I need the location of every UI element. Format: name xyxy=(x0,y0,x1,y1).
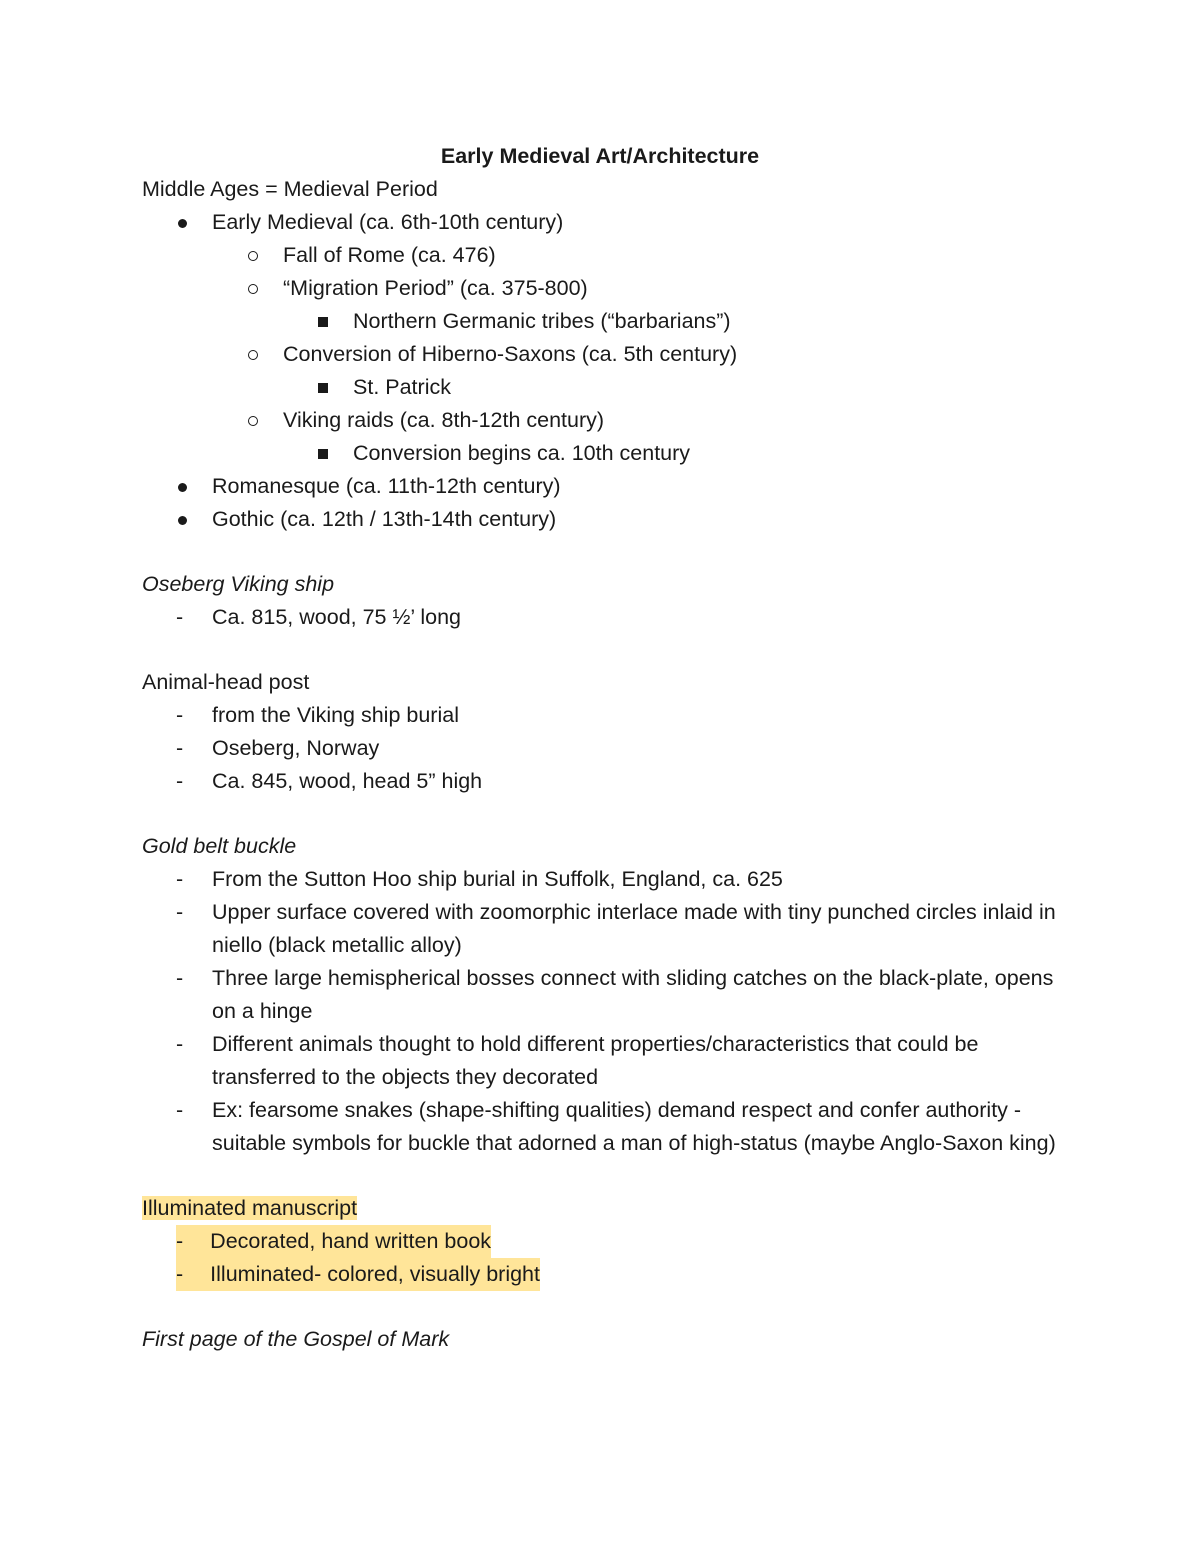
spacer xyxy=(142,634,1062,666)
section-heading-gospel: First page of the Gospel of Mark xyxy=(142,1327,450,1351)
list-item: - Different animals thought to hold different properties/characteristics that could be transferred to the objects they decorated xyxy=(142,1028,1062,1094)
dash-bullet: - xyxy=(176,736,184,760)
list-item: - from the Viking ship burial xyxy=(142,699,1062,732)
spacer xyxy=(142,798,1062,830)
highlighted-heading: Illuminated manuscript xyxy=(142,1196,358,1220)
dash-bullet: - xyxy=(176,1229,184,1253)
list-item: - Oseberg, Norway xyxy=(142,732,1062,765)
list-item: Romanesque (ca. 11th-12th century) xyxy=(142,470,1062,503)
dash-bullet: - xyxy=(176,1032,184,1056)
square-bullet-icon xyxy=(318,437,328,470)
circle-bullet-icon xyxy=(248,404,258,437)
dash-bullet: - xyxy=(176,1098,184,1122)
section-heading-manuscript xyxy=(142,1192,1062,1225)
list-item: “Migration Period” (ca. 375-800) xyxy=(142,272,1062,305)
circle-bullet-icon xyxy=(248,239,258,272)
spacer xyxy=(142,1160,1062,1192)
document-title: Early Medieval Art/Architecture xyxy=(440,144,760,168)
list-item: Gothic (ca. 12th / 13th-14th century) xyxy=(142,503,1062,536)
outline-heading: Middle Ages = Medieval Period xyxy=(142,177,438,201)
document-page xyxy=(142,140,1062,1356)
disc-bullet-icon xyxy=(178,470,187,503)
list-item: Early Medieval (ca. 6th-10th century) xyxy=(142,206,1062,239)
spacer xyxy=(142,536,1062,568)
dash-bullet: - xyxy=(176,605,184,629)
list-item: Fall of Rome (ca. 476) xyxy=(142,239,1062,272)
highlighted-item: - Decorated, hand written book xyxy=(176,1225,491,1258)
list-item: Viking raids (ca. 8th-12th century) xyxy=(142,404,1062,437)
dash-bullet: - xyxy=(176,1262,184,1286)
list-item: - Ca. 815, wood, 75 ½’ long xyxy=(142,601,1062,634)
list-item: - Upper surface covered with zoomorphic interlace made with tiny punched circles inlaid in niello (black metallic alloy) xyxy=(142,896,1062,962)
highlighted-item: - Illuminated- colored, visually bright xyxy=(176,1258,540,1291)
list-item: - Three large hemispherical bosses connect with sliding catches on the black-plate, opens on a hinge xyxy=(142,962,1062,1028)
list-item xyxy=(142,1225,1062,1258)
list-item: - From the Sutton Hoo ship burial in Suffolk, England, ca. 625 xyxy=(142,863,1062,896)
disc-bullet-icon xyxy=(178,206,187,239)
section-heading-animal-post: Animal-head post xyxy=(142,670,310,694)
circle-bullet-icon xyxy=(248,272,258,305)
list-item: Conversion begins ca. 10th century xyxy=(142,437,1062,470)
list-item: - Ex: fearsome snakes (shape-shifting qualities) demand respect and confer authority - suitable symbols for buckle that adorned a man of high-status (maybe Anglo-Saxon king) xyxy=(142,1094,1062,1160)
square-bullet-icon xyxy=(318,371,328,404)
section-heading-buckle: Gold belt buckle xyxy=(142,834,297,858)
square-bullet-icon xyxy=(318,305,328,338)
dash-bullet: - xyxy=(176,703,184,727)
disc-bullet-icon xyxy=(178,503,187,536)
list-item: - Ca. 845, wood, head 5” high xyxy=(142,765,1062,798)
list-item xyxy=(142,1258,1062,1291)
dash-bullet: - xyxy=(176,867,184,891)
dash-bullet: - xyxy=(176,769,184,793)
spacer xyxy=(142,1291,1062,1323)
circle-bullet-icon xyxy=(248,338,258,371)
list-item: Conversion of Hiberno-Saxons (ca. 5th century) xyxy=(142,338,1062,371)
list-item: St. Patrick xyxy=(142,371,1062,404)
section-heading-oseberg: Oseberg Viking ship xyxy=(142,572,335,596)
dash-bullet: - xyxy=(176,900,184,924)
dash-bullet: - xyxy=(176,966,184,990)
list-item: Northern Germanic tribes (“barbarians”) xyxy=(142,305,1062,338)
